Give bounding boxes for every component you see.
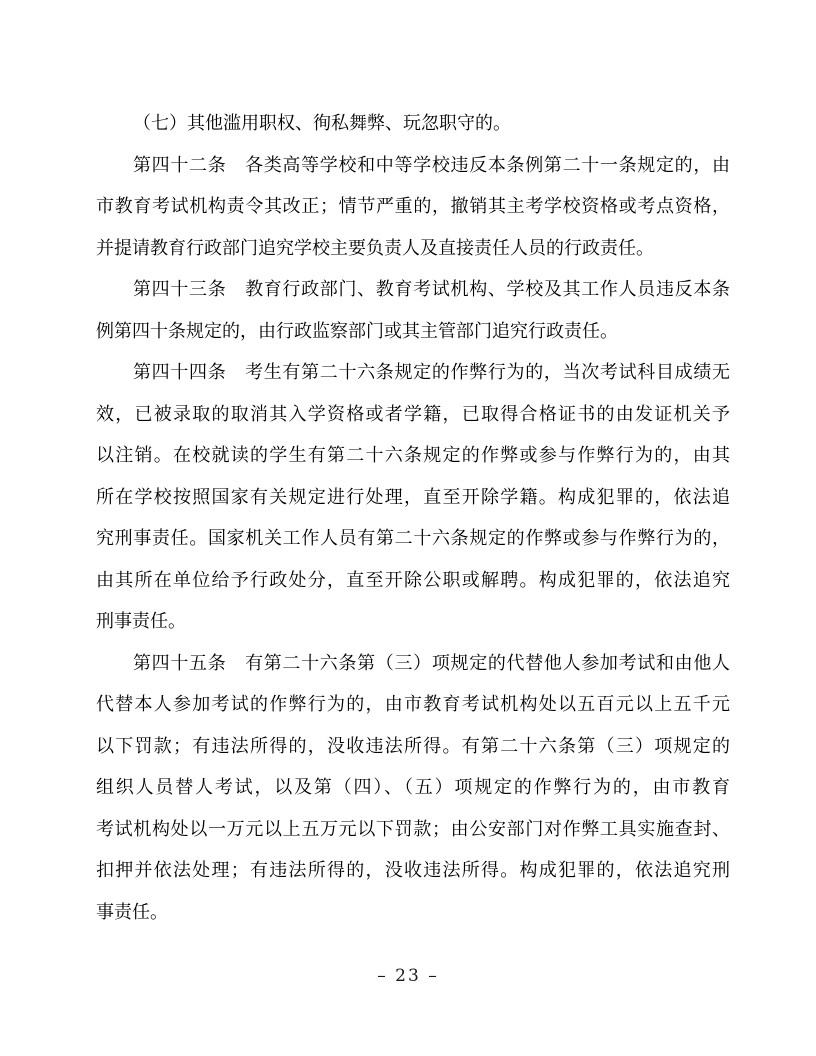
text-line: 事责任。 [96, 901, 168, 923]
text-line: 第四十五条 有第二十六条第（三）项规定的代替他人参加考试和由他人 [133, 652, 730, 674]
text-line: 究刑事责任。国家机关工作人员有第二十六条规定的作弊或参与作弊行为的， [96, 528, 730, 549]
text-line: 市教育考试机构责令其改正；情节严重的，撤销其主考学校资格或考点资格， [96, 196, 730, 217]
text-line: 以注销。在校就读的学生有第二十六条规定的作弊或参与作弊行为的，由其 [96, 445, 730, 466]
text-line: 由其所在单位给予行政处分，直至开除公职或解聘。构成犯罪的，依法追究 [96, 569, 730, 591]
text-line: 第四十二条 各类高等学校和中等学校违反本条例第二十一条规定的，由 [133, 154, 730, 176]
page-number: – 23 – [377, 966, 439, 986]
text-line: 考试机构处以一万元以上五万元以下罚款；由公安部门对作弊工具实施查封、 [96, 818, 730, 840]
text-line: （七）其他滥用职权、徇私舞弊、玩忽职守的。 [133, 113, 511, 134]
text-line: 例第四十条规定的，由行政监察部门或其主管部门追究行政责任。 [96, 320, 618, 342]
text-line: 以下罚款；有违法所得的，没收违法所得。有第二十六条第（三）项规定的 [96, 735, 730, 757]
text-line: 代替本人参加考试的作弊行为的，由市教育考试机构处以五百元以上五千元 [96, 694, 730, 715]
text-line: 并提请教育行政部门追究学校主要负责人及直接责任人员的行政责任。 [96, 237, 654, 259]
text-line: 第四十四条 考生有第二十六条规定的作弊行为的，当次考试科目成绩无 [133, 362, 730, 383]
text-line: 所在学校按照国家有关规定进行处理，直至开除学籍。构成犯罪的，依法追 [96, 486, 730, 508]
text-line: 组织人员替人考试，以及第（四）、（五）项规定的作弊行为的，由市教育 [96, 777, 730, 798]
text-line: 第四十三条 教育行政部门、教育考试机构、学校及其工作人员违反本条 [133, 279, 730, 300]
text-line: 刑事责任。 [96, 611, 186, 632]
page-footer [0, 966, 816, 986]
text-line: 扣押并依法处理；有违法所得的，没收违法所得。构成犯罪的，依法追究刑 [96, 860, 730, 881]
document-body [96, 103, 730, 933]
text-line: 效，已被录取的取消其入学资格或者学籍，已取得合格证书的由发证机关予 [96, 403, 730, 425]
